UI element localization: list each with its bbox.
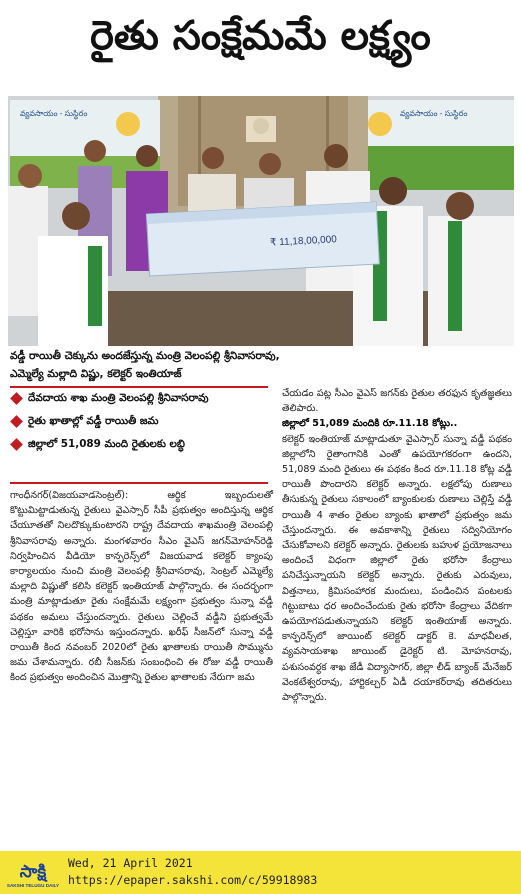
highlight-item xyxy=(10,389,268,408)
highlight-text: జిల్లాలో 51,089 మంది రైతులకు లబ్ధి xyxy=(28,438,185,450)
highlight-text: దేవదాయ శాఖ మంత్రి వెలంపల్లి శ్రీనివాసరావు xyxy=(28,392,209,404)
highlight-text: రైతు ఖాతాల్లో వడ్డీ రాయితీ జమ xyxy=(28,415,159,427)
article-paragraph: గాంధీనగర్(విజయవాడసెంట్రల్): ఆర్థిక ఇబ్బందులతో కొట్టుమిట్టాడుతున్న రైతులు వైఎస్సార్ సీపీ ప్రభుత్వం అందిస్తున్న ఆర్థిక చేయూతతో నిలదొక్కుకుంటారని రాష్ట్ర దేవదాయ శాఖమంత్రి వెలంపల్లి శ్రీనివాసరావు అన్నారు. మంగళవారం సీఎం వైఎస్ జగన్‌మోహన్‌రెడ్డి నిర్వహించిన వీడియో కాన్ఫరెన్స్‌లో విజయవాడ కలెక్టర్ క్యాంపు కార్యాలయం నుంచి మంత్రి వెలంపల్లి శ్రీనివాసరావు, సెంట్రల్ ఎమ్మెల్యే మల్లాది విష్ణుతో కలిసి కలెక్టర్ ఇంతియాజ్ పాల్గొన్నారు. ఈ సందర్భంగా మంత్రి మాట్లాడుతూ రైతు సంక్షేమమే లక్ష్యంగా ప్రభుత్వం సున్నా వడ్డీ పథకం అమలు చేస్తుందన్నారు. రైతులు చెల్లించే వడ్డీని ప్రభుత్వమే చెల్లిస్తూ వారికి భరోసాను ఇస్తుందన్నారు. ఖరీఫ్ సీజన్‌లో సున్నా వడ్డీ రాయితీ కింద నవంబర్ 2020లో రైతు ఖాతాలకు రాయితీ సొమ్మును జమ చేశామన్నారు. రబీ సీజన్‌కు సంబంధించి ఈ రోజు వడ్డీ రాయితీ కింద ప్రభుత్వం అందించిన మొత్తాన్ని రైతుల ఖాతాలకు నేరుగా జమ xyxy=(10,490,273,684)
logo-subtext: SAKSHI TELUGU DAILY xyxy=(6,883,60,888)
news-photo xyxy=(8,96,514,346)
divider-bottom xyxy=(10,482,268,484)
caption-line-1: వడ్డీ రాయితీ చెక్కును అందజేస్తున్న మంత్రి వెలంపల్లి శ్రీనివాసరావు, xyxy=(10,350,280,362)
bullet-icon xyxy=(10,415,23,428)
divider-top xyxy=(10,386,268,388)
article-paragraph: చేయడం పట్ల సీఎం వైఎస్ జగన్‌కు రైతుల తరఫున కృతజ్ఞతలు తెలిపారు. xyxy=(282,388,512,415)
bullet-icon xyxy=(10,438,23,451)
cheque-board xyxy=(146,202,379,276)
caption-line-2: ఎమ్మెల్యే మల్లాది విష్ణు, కలెక్టర్ ఇంతియాజ్ xyxy=(10,368,182,380)
svg-text:సాక్షి xyxy=(20,862,49,882)
article-column-left xyxy=(10,488,273,686)
epaper-footer xyxy=(0,851,521,894)
headline: రైతు సంక్షేమమే లక్ష్యం xyxy=(90,13,431,59)
photo-caption xyxy=(10,347,368,383)
banner-right-text: వ్యవసాయం - సుస్థిరం xyxy=(400,109,468,118)
sakshi-logo xyxy=(4,855,62,890)
svg-text:SAKSHI TELUGU DAILY xyxy=(7,883,59,888)
epaper-link[interactable]: https://epaper.sakshi.com/c/59918983 xyxy=(68,873,318,887)
banner-left-text: వ్యవసాయం - సుస్థిరం xyxy=(20,109,88,118)
highlight-item xyxy=(10,412,268,431)
logo-text: సాక్షి xyxy=(19,862,47,882)
banner-right xyxy=(368,100,514,190)
highlight-item xyxy=(10,435,268,454)
bullet-icon xyxy=(10,392,23,405)
article-column-right xyxy=(282,386,512,705)
publication-date: Wed, 21 April 2021 xyxy=(68,856,193,870)
cheque-amount: ₹ 11,18,00,000 xyxy=(269,234,338,249)
highlights-box xyxy=(10,389,268,458)
emblem-icon xyxy=(246,116,276,142)
article-subheading: జిల్లాలో 51,089 మందికి రూ.11.18 కోట్లు.. xyxy=(282,418,458,430)
article-paragraph: కలెక్టర్ ఇంతియాజ్ మాట్లాడుతూ వైఎస్సార్ సున్నా వడ్డీ పథకం జిల్లాలోని రైతాంగానికి ఎంతో ఉపయోగకరంగా ఉందని, 51,089 మంది రైతులు ఈ పథకం కింద రూ.11.18 కోట్ల వడ్డీ రాయితీ పొందారని కలెక్టర్ అన్నారు. లక్షలోపు రుణాలు తీసుకున్న రైతులు సకాలంలో బ్యాంకులకు రుణాలు చెల్లిస్తే వడ్డీ రాయితీ 4 శాతం రైతుల బ్యాంకు ఖాతాలో ప్రభుత్వం జమ చేస్తుందన్నారు. ఈ అవకాశాన్ని రైతులు సద్వినియోగం చేసుకోవాలని కలెక్టర్ అన్నారు. రైతులకు బహుళ ప్రయోజనాలు అందించే విధంగా జిల్లాలో రైతు భరోసా కేంద్రాలు పనిచేస్తున్నాయని కలెక్టర్ అన్నారు. రైతుకు ఎరువులు, విత్తనాలు, క్రిమిసంహారక మందులు, పండించిన పంటలకు గిట్టుబాటు ధర అందించేందుకు రైతు భరోసా కేంద్రాలు వేదికగా ఉపయోగపడుతున్నాయని కలెక్టర్ ఇంతియాజ్ అన్నారు. కాన్ఫరెన్స్‌లో జాయింట్ కలెక్టర్ డాక్టర్ కె. మాధవీలత, వ్యవసాయశాఖ జాయింట్ డైరెక్టర్ టి. మోహనరావు, పశుసంవర్ధక శాఖ జేడీ విద్యాసాగర్, జిల్లా లీడ్ బ్యాంక్ మేనేజర్ వెంకటేశ్వరరావు, హార్టికల్చర్ ఏడీ దయాకర్‌రావు తదితరులు పాల్గొన్నారు. xyxy=(282,433,512,704)
